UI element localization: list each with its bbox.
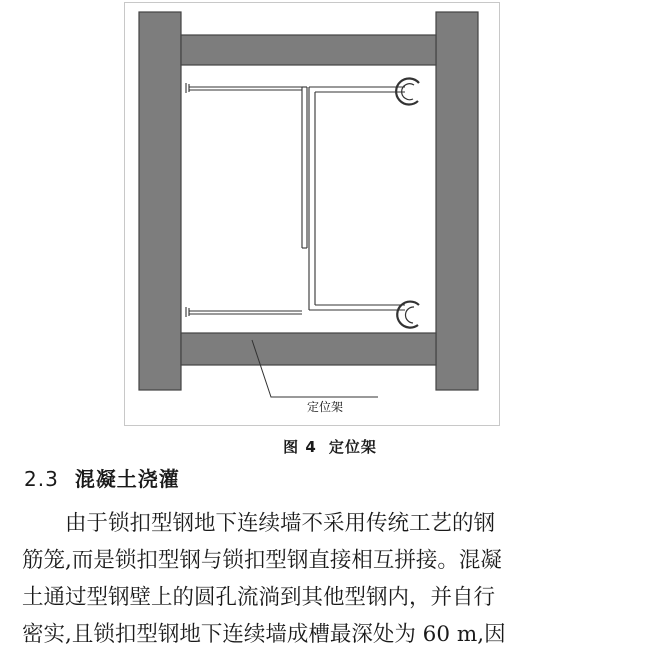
paragraph-line: 筋笼,而是锁扣型钢与锁扣型钢直接相互拼接。混凝: [22, 548, 502, 573]
top-beam: [181, 35, 436, 65]
paragraph-line: 由于锁扣型钢地下连续墙不采用传统工艺的钢: [65, 511, 496, 536]
bottom-beam: [181, 333, 436, 365]
callout-label: 定位架: [306, 400, 343, 414]
figure-caption: [0, 436, 660, 457]
h-section-steel: [302, 87, 405, 310]
caption-title: 定位架: [328, 438, 377, 456]
caption-number: 图 4: [283, 438, 317, 456]
paragraph-line: 土通过型钢壁上的圆孔流淌到其他型钢内，并自行: [22, 585, 496, 610]
right-column: [436, 12, 478, 390]
section-title: 混凝土浇灌: [74, 467, 180, 491]
bottom-hook-icon: [397, 302, 419, 328]
section-heading: [24, 463, 180, 492]
paragraph-line: 密实,且锁扣型钢地下连续墙成槽最深处为 60 m,因: [22, 622, 506, 647]
body-paragraph: [22, 505, 636, 653]
section-number: 2.3: [24, 467, 59, 491]
left-column: [139, 12, 181, 390]
